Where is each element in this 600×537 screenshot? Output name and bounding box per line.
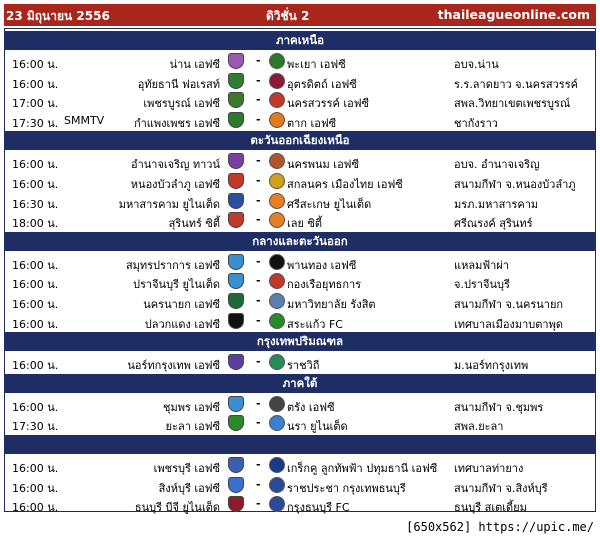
home-team: กำแพงเพชร เอฟซี [133, 116, 220, 130]
home-team-crest-icon [228, 173, 244, 189]
away-team: พานทอง เอฟซี [287, 258, 357, 272]
versus-dash: - [256, 396, 261, 410]
versus-dash: - [256, 313, 261, 327]
home-team: น่าน เอฟซี [169, 58, 220, 71]
kickoff-time: 16:00 น. [12, 58, 59, 71]
home-team-crest-icon [228, 457, 244, 473]
home-team-crest-icon [228, 354, 244, 370]
home-team-crest-icon [228, 212, 244, 228]
away-team-crest-icon [269, 153, 285, 169]
kickoff-time: 16:00 น. [12, 481, 59, 495]
away-team-crest-icon [269, 354, 285, 370]
home-team-crest-icon [228, 273, 244, 289]
home-team-crest-icon [228, 293, 244, 309]
match-row [4, 272, 596, 291]
home-team: อำนาจเจริญ ทาวน์ [130, 158, 220, 172]
kickoff-time: 18:00 น. [12, 217, 59, 231]
match-row [4, 353, 596, 372]
versus-dash: - [256, 254, 261, 268]
versus-dash: - [256, 355, 261, 369]
site-name: thaileagueonline.com [437, 7, 590, 22]
match-row [4, 211, 596, 230]
home-team: ปราจีนบุรี ยูไนเต็ด [133, 278, 220, 292]
kickoff-time: 16:00 น. [12, 158, 59, 172]
venue: จ.ปราจีนบุรี [454, 278, 510, 292]
region-header: กรุงเทพปริมณฑล [4, 332, 596, 351]
away-team-crest-icon [269, 173, 285, 189]
away-team-crest-icon [269, 457, 285, 473]
venue: ชากังราว [454, 116, 498, 130]
venue: ม.นอร์ทกรุงเทพ [454, 359, 529, 373]
home-team: ชุมพร เอฟซี [163, 400, 220, 414]
versus-dash: - [256, 497, 261, 511]
away-team: สระแก้ว FC [287, 317, 343, 331]
venue: เทศบาลเมืองมาบตาพุด [454, 317, 564, 331]
versus-dash: - [256, 112, 261, 126]
away-team: นรา ยูไนเต็ด [287, 420, 348, 434]
away-team-crest-icon [269, 313, 285, 329]
kickoff-time: 16:00 น. [12, 462, 59, 475]
region-header: ภาคเหนือ [4, 31, 596, 50]
versus-dash: - [256, 54, 261, 67]
match-row [4, 312, 596, 331]
venue: สนามกีฬา จ.สิงห์บุรี [454, 481, 548, 495]
home-team: อุทัยธานี ฟอเรสท์ [137, 77, 220, 91]
venue: สนามกีฬา จ.หนองบัวลำภู [454, 178, 576, 191]
versus-dash: - [256, 154, 261, 168]
home-team: เพชรบุรี เอฟซี [153, 462, 220, 475]
kickoff-time: 17:00 น. [12, 97, 59, 111]
away-team: เลย ซิตี้ [287, 217, 323, 231]
match-row [4, 395, 596, 414]
versus-dash: - [256, 213, 261, 227]
match-row [4, 456, 596, 475]
home-team-crest-icon [228, 477, 244, 493]
home-team: ธนบุรี บีจี ยูไนเต็ด [134, 501, 220, 515]
match-row [4, 52, 596, 71]
kickoff-time: 16:00 น. [12, 258, 59, 272]
home-team: ปลวกแดง เอฟซี [144, 317, 220, 331]
versus-dash: - [256, 416, 261, 430]
match-row [4, 476, 596, 495]
away-team: ราชประชา กรุงเทพธนบุรี [287, 481, 406, 495]
versus-dash: - [256, 274, 261, 288]
header-bar [4, 4, 596, 26]
away-team: ราชวิถี [287, 359, 320, 373]
home-team-crest-icon [228, 92, 244, 108]
home-team: ยะลา เอฟซี [165, 420, 220, 434]
versus-dash: - [256, 193, 261, 207]
venue: มรภ.มหาสารคาม [454, 197, 539, 211]
versus-dash: - [256, 93, 261, 107]
away-team: เกร็กคู ลูกทัพฟ้า ปทุมธานี เอฟซี [287, 462, 438, 475]
versus-dash: - [256, 458, 261, 471]
versus-dash: - [256, 477, 261, 491]
kickoff-time: 16:00 น. [12, 178, 59, 191]
home-team: สุรินทร์ ซิตี้ [168, 217, 220, 231]
home-team-crest-icon [228, 112, 244, 128]
away-team-crest-icon [269, 293, 285, 309]
match-row [4, 152, 596, 171]
venue: อบจ.น่าน [454, 58, 499, 71]
away-team-crest-icon [269, 92, 285, 108]
away-team: ตาก เอฟซี [287, 116, 337, 130]
away-team-crest-icon [269, 212, 285, 228]
home-team-crest-icon [228, 496, 244, 512]
kickoff-time: 16:00 น. [12, 278, 59, 292]
division-title: ดิวิชั่น 2 [266, 9, 310, 23]
home-team-crest-icon [228, 153, 244, 169]
region-header: ภาคใต้ [4, 374, 596, 393]
away-team-crest-icon [269, 496, 285, 512]
home-team-crest-icon [228, 73, 244, 89]
kickoff-time: 16:30 น. [12, 197, 59, 211]
kickoff-time: 17:30 น. [12, 420, 59, 434]
home-team-crest-icon [228, 53, 244, 69]
region-header: กลางและตะวันออก [4, 232, 596, 251]
away-team-crest-icon [269, 254, 285, 270]
home-team-crest-icon [228, 193, 244, 209]
match-row [4, 172, 596, 191]
home-team: สมุทรปราการ เอฟซี [125, 258, 220, 272]
venue: สพล.ยะลา [454, 420, 504, 434]
versus-dash: - [256, 294, 261, 307]
region-header: ตะวันออกเฉียงเหนือ [4, 131, 596, 150]
away-team-crest-icon [269, 415, 285, 431]
away-team-crest-icon [269, 193, 285, 209]
match-row [4, 192, 596, 211]
match-date: 23 มิถุนายน 2556 [6, 9, 110, 23]
venue: สนามกีฬา จ.ชุมพร [454, 400, 544, 414]
venue: อบจ. อำนาจเจริญ [454, 158, 540, 172]
home-team-crest-icon [228, 396, 244, 412]
match-row [4, 253, 596, 272]
away-team-crest-icon [269, 73, 285, 89]
away-team: นครสวรรค์ เอฟซี [287, 97, 369, 111]
away-team: นครพนม เอฟซี [287, 158, 359, 172]
away-team: สกลนคร เมืองไทย เอฟซี [287, 178, 403, 191]
away-team-crest-icon [269, 53, 285, 69]
match-row [4, 72, 596, 91]
away-team: มหาวิทยาลัย รังสิต [287, 298, 376, 311]
region-header [4, 435, 596, 454]
away-team: อุตรดิตถ์ เอฟซี [287, 77, 357, 91]
image-host-watermark: [650x562] https://upic.me/ [406, 520, 594, 534]
away-team-crest-icon [269, 477, 285, 493]
away-team-crest-icon [269, 273, 285, 289]
home-team: มหาสารคาม ยูไนเต็ด [118, 197, 220, 211]
match-row [4, 414, 596, 433]
kickoff-time: 16:00 น. [12, 298, 59, 311]
away-team-crest-icon [269, 112, 285, 128]
kickoff-time: 16:00 น. [12, 400, 59, 414]
venue: ธนบุรี สเตเดี้ยม [454, 501, 527, 515]
kickoff-time: 17:30 น. [12, 116, 59, 130]
kickoff-time: 16:00 น. [12, 359, 59, 373]
venue: เทศบาลท่ายาง [454, 462, 524, 475]
away-team: กรุงธนบุรี FC [287, 501, 350, 515]
away-team-crest-icon [269, 396, 285, 412]
home-team: สิงห์บุรี เอฟซี [158, 481, 220, 495]
kickoff-time: 16:00 น. [12, 501, 59, 515]
home-team-crest-icon [228, 313, 244, 329]
venue: แหลมฟ้าผ่า [454, 258, 509, 272]
away-team: พะเยา เอฟซี [287, 58, 346, 71]
home-team: นครนายก เอฟซี [143, 298, 220, 311]
tv-channel: SMMTV [64, 113, 105, 127]
home-team: เพชรบูรณ์ เอฟซี [143, 97, 220, 111]
match-row [4, 111, 596, 130]
versus-dash: - [256, 73, 261, 87]
venue: ร.ร.ลาดยาว จ.นครสวรรค์ [454, 77, 578, 91]
away-team: ศรีสะเกษ ยูไนเต็ด [287, 197, 372, 211]
home-team: นอร์ทกรุงเทพ เอฟซี [127, 359, 220, 373]
versus-dash: - [256, 174, 261, 187]
venue: สพล.วิทยาเขตเพชรบูรณ์ [454, 97, 571, 111]
home-team-crest-icon [228, 415, 244, 431]
away-team: กองเรือยุทธการ [287, 278, 362, 292]
home-team: หนองบัวลำภู เอฟซี [130, 178, 220, 191]
kickoff-time: 16:00 น. [12, 317, 59, 331]
match-row [4, 91, 596, 110]
match-row [4, 495, 596, 514]
venue: ศรีณรงค์ สุรินทร์ [454, 217, 533, 231]
home-team-crest-icon [228, 254, 244, 270]
kickoff-time: 16:00 น. [12, 77, 59, 91]
venue: สนามกีฬา จ.นครนายก [454, 298, 564, 311]
away-team: ตรัง เอฟซี [287, 400, 335, 414]
match-row [4, 292, 596, 311]
